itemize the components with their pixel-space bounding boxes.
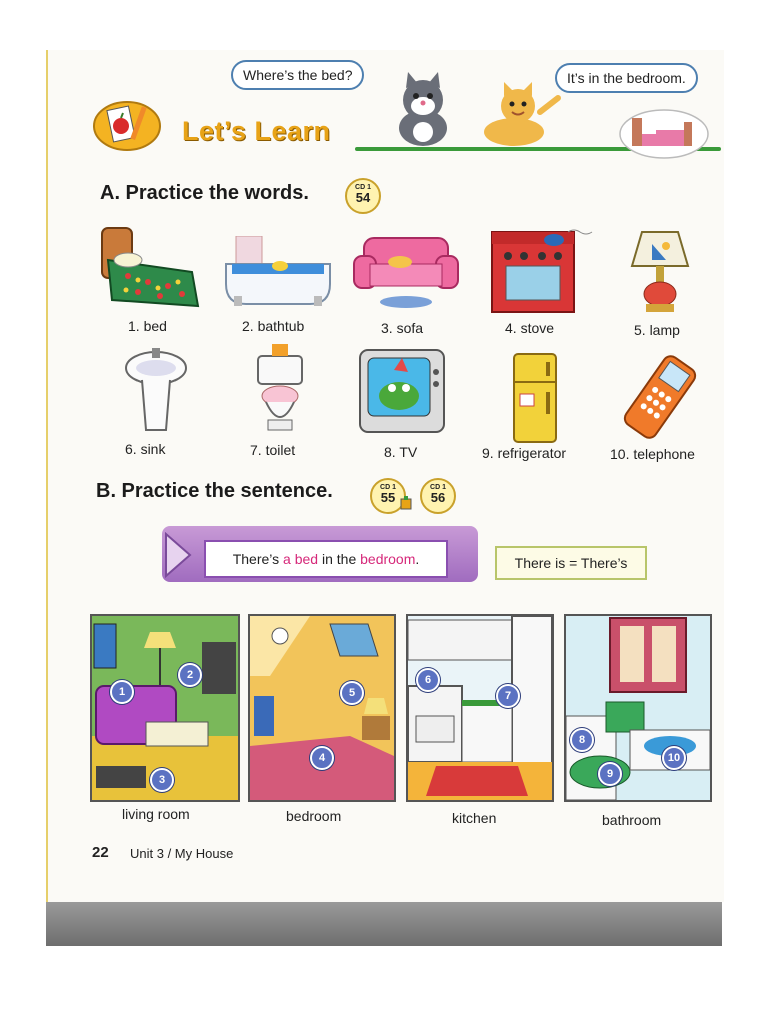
unit-title: Unit 3 / My House	[130, 846, 234, 861]
telephone-icon	[620, 352, 700, 447]
room-number-badge: 10	[662, 746, 686, 770]
section-a-title: A. Practice the words.	[100, 182, 309, 204]
cd-track-54-button[interactable]	[345, 178, 381, 214]
cd-label: CD 1	[355, 184, 371, 191]
apple-book-icon	[92, 100, 162, 152]
speech-bubble-answer: It’s in the bedroom.	[555, 63, 698, 93]
word-label-telephone: 10. telephone	[610, 446, 695, 462]
word-label-refrigerator: 9. refrigerator	[482, 445, 567, 461]
word-label-bed: 1. bed	[128, 318, 167, 334]
example-sentence	[204, 540, 448, 578]
room-number-badge: 5	[340, 681, 364, 705]
room-label-living-room: living room	[122, 806, 190, 822]
cd-label: CD 1	[430, 484, 446, 491]
cd-track-56-button[interactable]	[420, 478, 456, 514]
tv-icon	[358, 348, 446, 441]
stove-icon	[488, 226, 596, 319]
room-number-badge: 7	[496, 684, 520, 708]
kitchen-illustration	[406, 614, 554, 802]
room-label-bathroom: bathroom	[602, 812, 662, 828]
word-label-stove: 4. stove	[505, 320, 555, 336]
room-number-badge: 9	[598, 762, 622, 786]
gray-cat-icon	[378, 70, 468, 150]
sentence-part-1: There’s	[232, 551, 284, 567]
orange-cat-icon	[470, 82, 570, 152]
arrow-icon	[164, 532, 194, 578]
room-number-badge: 8	[570, 728, 594, 752]
page-title: Let’s Learn	[182, 116, 331, 146]
room-number-badge: 1	[110, 680, 134, 704]
paint-can-icon	[398, 494, 414, 510]
cd-label: CD 1	[380, 484, 396, 491]
cd-track-number: 56	[430, 490, 446, 505]
sentence-highlight-room: bedroom	[360, 551, 416, 567]
word-label-sofa: 3. sofa	[381, 320, 424, 336]
sentence-highlight-object: a bed	[283, 551, 319, 567]
room-number-badge: 6	[416, 668, 440, 692]
room-number-badge: 3	[150, 768, 174, 792]
cd-track-number: 55	[380, 490, 396, 505]
word-label-lamp: 5. lamp	[634, 322, 680, 338]
word-label-bathtub: 2. bathtub	[242, 318, 305, 334]
room-label-bedroom: bedroom	[286, 808, 342, 824]
word-label-tv: 8. TV	[384, 444, 418, 460]
sink-icon	[122, 346, 190, 441]
room-label-kitchen: kitchen	[452, 810, 497, 826]
cd-track-number: 54	[355, 190, 371, 205]
sentence-part-2: in the	[318, 551, 361, 567]
sentence-part-3: .	[415, 551, 420, 567]
page-shadow	[46, 902, 722, 946]
sofa-icon	[350, 234, 462, 315]
refrigerator-icon	[510, 352, 560, 449]
bathtub-icon	[218, 236, 338, 315]
section-b-title: B. Practice the sentence.	[96, 480, 333, 502]
page-number: 22	[92, 844, 109, 861]
bedroom-illustration	[248, 614, 396, 802]
word-label-sink: 6. sink	[125, 441, 166, 457]
thought-bed-icon	[618, 104, 710, 160]
room-number-badge: 4	[310, 746, 334, 770]
bed-icon	[98, 220, 202, 317]
speech-bubble-question: Where’s the bed?	[231, 60, 364, 90]
word-label-toilet: 7. toilet	[250, 442, 296, 458]
bathroom-illustration	[564, 614, 712, 802]
room-number-badge: 2	[178, 663, 202, 687]
contraction-rule: There is = There’s	[495, 546, 647, 580]
lamp-icon	[628, 228, 692, 323]
toilet-icon	[254, 342, 306, 439]
